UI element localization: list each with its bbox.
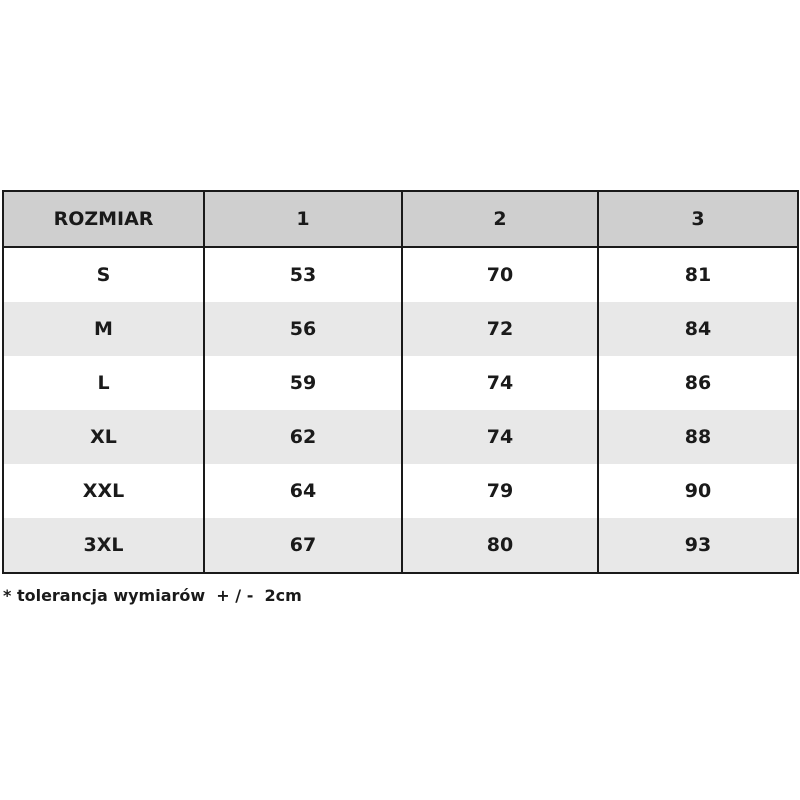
measure-3-value: 86 [598, 356, 798, 410]
measure-1-value: 64 [204, 464, 402, 518]
measure-2-value: 70 [402, 247, 598, 302]
table-row [3, 464, 798, 518]
table-row [3, 247, 798, 302]
size-label: S [3, 247, 204, 302]
tolerance-footnote: * tolerancja wymiarów + / - 2cm [3, 586, 302, 605]
table-row [3, 518, 798, 573]
header-measure-3: 3 [598, 191, 798, 247]
table-row [3, 302, 798, 356]
size-label: XL [3, 410, 204, 464]
measure-1-value: 62 [204, 410, 402, 464]
size-label: L [3, 356, 204, 410]
size-label: XXL [3, 464, 204, 518]
size-label: M [3, 302, 204, 356]
measure-3-value: 93 [598, 518, 798, 573]
measure-1-value: 59 [204, 356, 402, 410]
size-chart-table [2, 190, 799, 574]
measure-3-value: 88 [598, 410, 798, 464]
measure-2-value: 80 [402, 518, 598, 573]
table-row [3, 356, 798, 410]
size-label: 3XL [3, 518, 204, 573]
measure-2-value: 79 [402, 464, 598, 518]
measure-1-value: 67 [204, 518, 402, 573]
measure-2-value: 74 [402, 410, 598, 464]
header-measure-1: 1 [204, 191, 402, 247]
measure-3-value: 84 [598, 302, 798, 356]
measure-3-value: 90 [598, 464, 798, 518]
table-header-row [3, 191, 798, 247]
header-measure-2: 2 [402, 191, 598, 247]
header-size: ROZMIAR [3, 191, 204, 247]
measure-3-value: 81 [598, 247, 798, 302]
table-row [3, 410, 798, 464]
measure-1-value: 56 [204, 302, 402, 356]
measure-2-value: 74 [402, 356, 598, 410]
measure-2-value: 72 [402, 302, 598, 356]
measure-1-value: 53 [204, 247, 402, 302]
